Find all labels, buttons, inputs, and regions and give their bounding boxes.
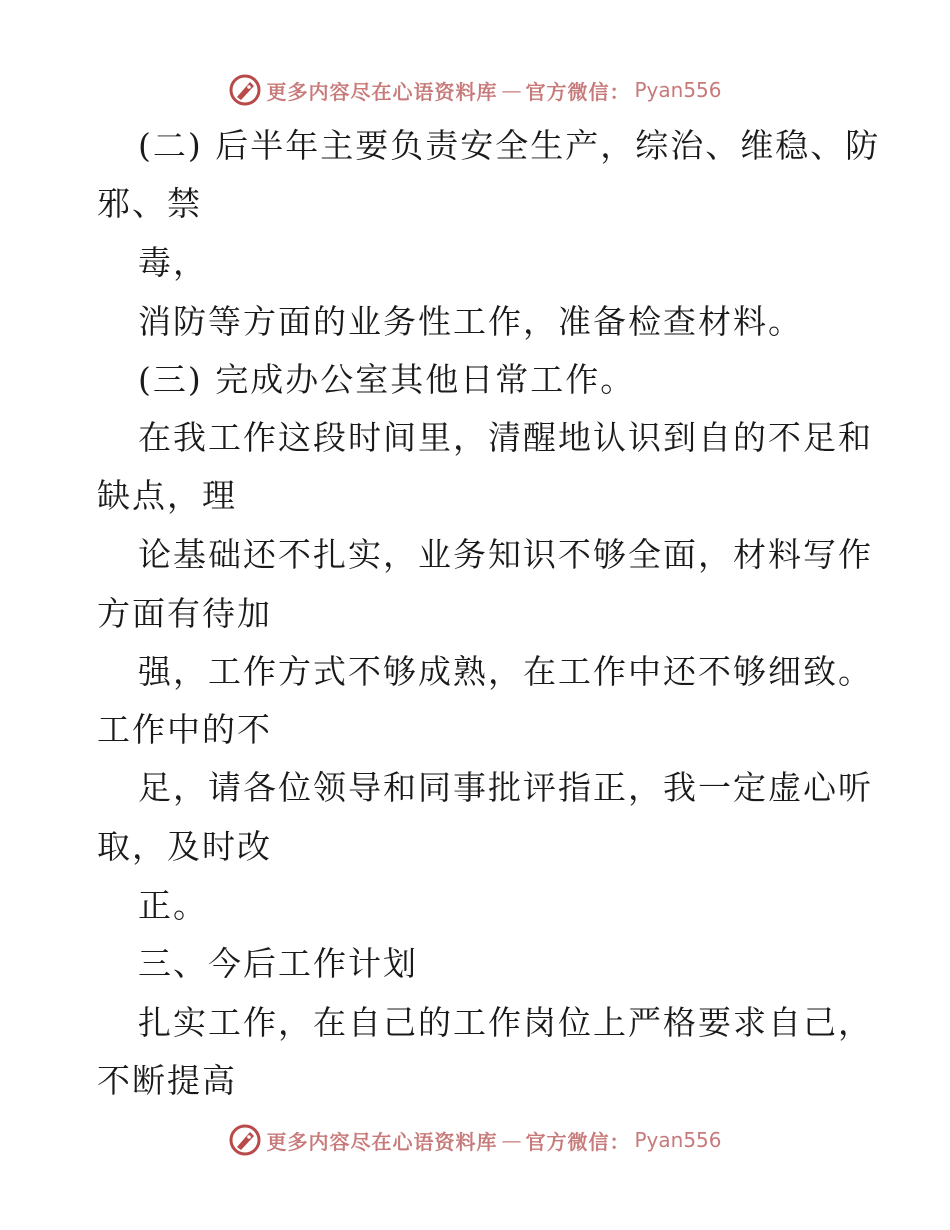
text-line: 不断提高 bbox=[97, 1061, 237, 1100]
watermark-text: 更多内容尽在心语资料库 bbox=[266, 79, 498, 104]
text-line: 邪、禁 bbox=[97, 184, 202, 223]
text-line: 消防等方面的业务性工作，准备检查材料。 bbox=[138, 302, 803, 341]
footer-watermark bbox=[0, 1120, 950, 1160]
watermark-wechat-label: 官方微信： bbox=[525, 79, 631, 104]
text-line: 取，及时改 bbox=[97, 827, 272, 866]
text-line: 扎实工作，在自己的工作岗位上严格要求自己， bbox=[138, 1003, 873, 1042]
text-line: (二) 后半年主要负责安全生产，综治、维稳、防 bbox=[138, 126, 881, 165]
text-line: 强，工作方式不够成熟，在工作中还不够细致。 bbox=[138, 652, 873, 691]
text-line: 论基础还不扎实，业务知识不够全面，材料写作 bbox=[138, 535, 873, 574]
watermark-wechat-id: Pyan556 bbox=[634, 1128, 722, 1152]
text-line: 方面有待加 bbox=[97, 594, 272, 633]
watermark-dash: — bbox=[501, 78, 522, 102]
text-line: 毒， bbox=[138, 243, 208, 282]
pen-nib-seal-icon bbox=[228, 1123, 262, 1157]
text-line: 足，请各位领导和同事批评指正，我一定虚心听 bbox=[138, 768, 873, 807]
section-heading: 三、今后工作计划 bbox=[138, 944, 418, 983]
text-line: 工作中的不 bbox=[97, 710, 272, 749]
watermark-wechat-id: Pyan556 bbox=[634, 78, 722, 102]
watermark-dash: — bbox=[501, 1128, 522, 1152]
text-line: 正。 bbox=[138, 886, 208, 925]
text-line: 缺点，理 bbox=[97, 476, 237, 515]
watermark-wechat-label: 官方微信： bbox=[525, 1129, 631, 1154]
text-line: 在我工作这段时间里，清醒地认识到自的不足和 bbox=[138, 418, 873, 457]
text-line: (三) 完成办公室其他日常工作。 bbox=[138, 360, 636, 399]
watermark-text: 更多内容尽在心语资料库 bbox=[266, 1129, 498, 1154]
